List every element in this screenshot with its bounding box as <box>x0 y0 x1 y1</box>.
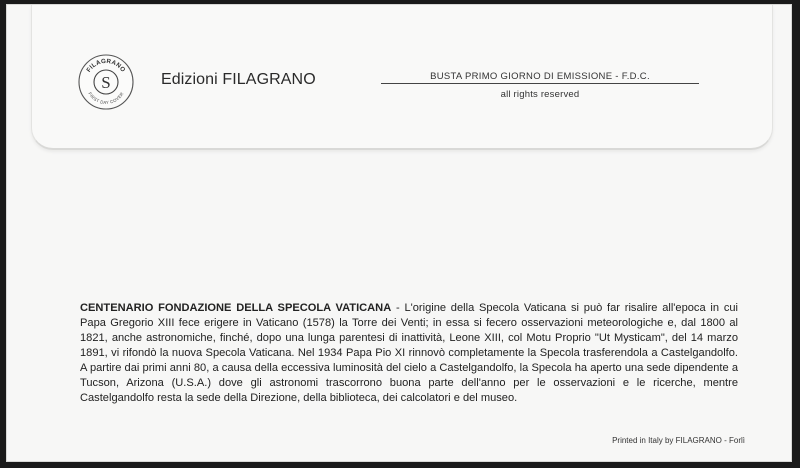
printer-imprint: Printed in Italy by FILAGRANO - Forlì <box>612 436 745 445</box>
fdc-header <box>381 71 699 100</box>
fdc-label: BUSTA PRIMO GIORNO DI EMISSIONE - F.D.C. <box>381 71 699 84</box>
article-body: - L'origine della Specola Vaticana si può far risalire all'epoca in cui Papa Gregorio XIII fece erigere in Vaticano (1578) la Torre dei Venti; in essa si fecero osservazioni meteorologiche e, dal 1800 al 1821, anche astronomiche, finché, dopo una lunga parentesi di inattività, Leone XIII, col Motu Proprio "Ut Mysticam", del 14 marzo 1891, vi rifondò la nuova Specola Vaticana. Nel 1934 Papa Pio XI rinnovò completamente la Specola trasferendola a Castelgandolfo. A partire dai primi anni 80, a causa della eccessiva luminosità del cielo a Castelgandolfo, la Specola ha aperto una sede dipendente a Tucson, Arizona (U.S.A.) dove gli astronomi trascorrono buona parte dell'anno per le osservazioni e le ricerche, mentre Castelgandolfo resta la sede della Direzione, della biblioteca, dei calcolatori e del museo. <box>80 302 739 404</box>
envelope-back <box>6 4 792 462</box>
filagrano-logo <box>78 54 134 110</box>
logo-letter: S <box>101 73 111 92</box>
rights-notice: all rights reserved <box>500 89 580 100</box>
article-heading: CENTENARIO FONDAZIONE DELLA SPECOLA VATICANA <box>80 302 392 314</box>
logo-top-text: FILAGRANO <box>85 57 127 74</box>
publisher-name: Edizioni FILAGRANO <box>161 71 316 88</box>
logo-bottom-text: FIRST DAY COVER <box>87 91 125 106</box>
article-text <box>80 301 738 406</box>
